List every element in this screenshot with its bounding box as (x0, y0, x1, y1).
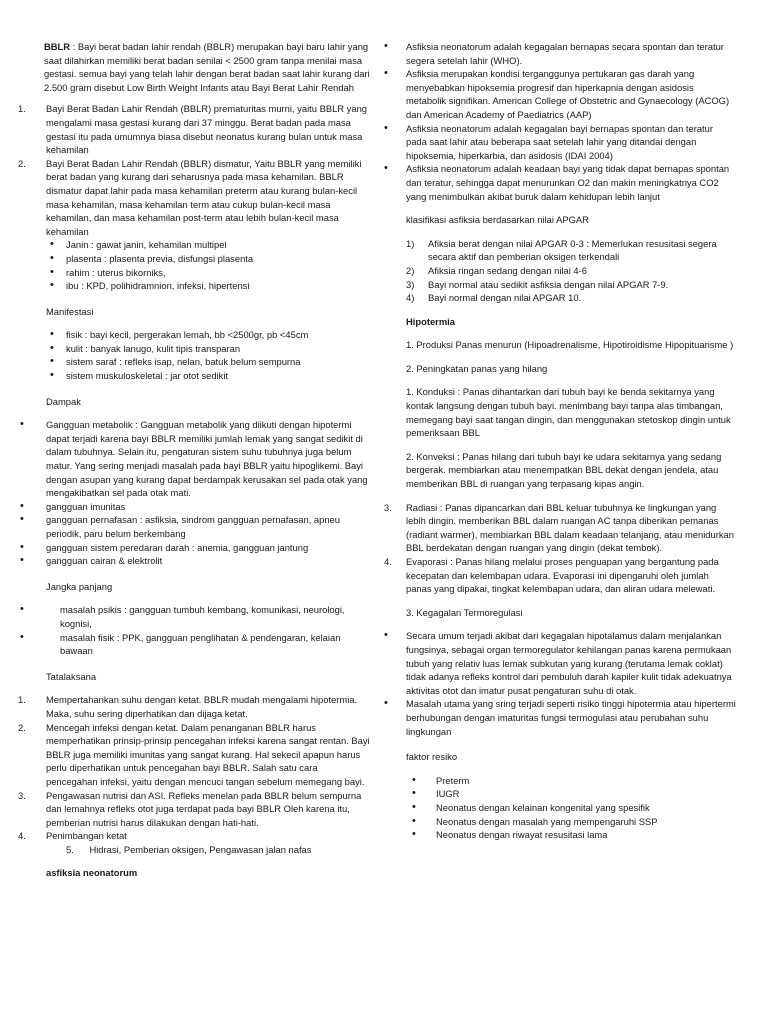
cause-item: • rahim : uterus bikorniks, (14, 266, 370, 280)
tatalaksana-item: 1. Mempertahankan suhu dengan ketat. BBLR mudah mengalami hipotermia. Maka, suhu sering diperhatikan dan dijaga ketat. (18, 694, 358, 719)
manifest-item: • fisik : bayi kecil, pergerakan lemah, bb <2500gr, pb <45cm (14, 328, 370, 342)
hipotermia-cause-3: 3. Kegagalan Termoregulasi (406, 606, 523, 618)
hipotermia-heading: Hipotermia (406, 315, 455, 327)
manifest-item: • sistem saraf : refleks isap, nelan, batuk belum sempurna (14, 355, 370, 369)
dampak-item: • Gangguan metabolik : Gangguan metabolik yang diikuti dengan hipotermi dapat terjadi karena bayi BBLR memiliki jumlah lemak yang sangat sedikit di dalam tubuhnya. Selain itu, pengaturan sistem suhu tubuhnya juga belum matur. Yang sering menjadi masalah pada bayi BBLR yaitu hipoglikemi. Bayi dengan asupan yang kurang dapat berdampak kerusakan sel pada otak yang mengakibatkan sel pada otak mati. (14, 418, 370, 500)
bblr-type-item: 2. Bayi Berat Badan Lahir Rendah (BBLR) dismatur, Yaitu BBLR yang memiliki berat badan yang kurang dari seharusnya pada masa kehamilan. BBLR dismatur dapat lahir pada masa kehamilan preterm atau kurang bulan-kecil masa kehamilan, masa kehamilan term atau cukup bulan-kecil masa kehamilan, dan masa kehamilan post-term atau lebih bulan-kecil masa kehamilan (18, 157, 362, 237)
asfiksia-definition: • Asfiksia merupakan kondisi terganggunya pertukaran gas darah yang menyebabkan hipoksemia progresif dan hiperkapnia dengan asidosis metabolik signifikan. American College of Obstetric and Gynaecology (ACOG) dan American Academy of Paediatrics (AAP) (384, 67, 736, 121)
tatalaksana-heading: Tatalaksana (46, 670, 97, 682)
manifestasi-heading: Manifestasi (46, 305, 94, 317)
konveksi-text: 2. Konveksi : Panas hilang dari tubuh bayi ke udara sekitarnya yang sedang bergerak. membiarkan atau menempatkan BBL dekat dengan jendela, atau memberikan BBL di ruangan yang terpasang kipas angin. (406, 450, 722, 490)
bblr-definition (14, 40, 370, 94)
asfiksia-definition: • Asfiksia neonatorum adalah kegagalan bayi bernapas spontan dan teratur pada saat lahir atau beberapa saat setelah lahir yang ditandai dengan hipoksemia, hiperkarbia, dan asidosis (IDAI 2004) (384, 122, 736, 163)
risk-item: • Neonatus dengan riwayat resusitasi lama (384, 828, 736, 842)
tatalaksana-item: 2. Mencegah infeksi dengan ketat. Dalam penanganan BBLR harus memperhatikan prinsip-prinsip pencegahan infeksi karena sangat rentan. Bayi BBLR juga memiliki imunitas yang sangat kurang. Hal sekecil apapun harus perlu diperhatikan untuk pencegahan bayi BBLR. Salah satu cara pencegahan infeksi, yaitu dengan mencuci tangan sebelum memegang bayi. (18, 721, 370, 787)
jangka-panjang-heading: Jangka panjang (46, 580, 113, 592)
asfiksia-heading: asfiksia neonatorum (46, 867, 138, 879)
dampak-item: • gangguan sistem peredaran darah : anemia, gangguan jantung (14, 541, 370, 555)
bblr-definition-text: : Bayi berat badan lahir rendah (BBLR) merupakan bayi baru lahir yang saat dilahirkan memiliki berat badan senilai < 2500 gram tanpa menilai masa gestasi. semua bayi yang telah lahir dengan berat badan saat lahir kurang dari 2.500 gram disebut Low Birth Weight Infants atau Bayi Berat Lahir Rendah (44, 41, 370, 93)
thermo-item: • Masalah utama yang sring terjadi seperti risiko tinggi hipotermia atau hipertermi berhubungan dengan imaturitas fungsi termogulasi atau perubahan suhu lingkungan (384, 697, 736, 738)
tatalaksana-item: 4. Penimbangan ketat (18, 830, 127, 842)
asfiksia-definition: • Asfiksia neonatorum adalah keadaan bayi yang tidak dapat bernapas spontan dan teratur, sehingga dapat menurunkan O2 dan makin meningkatnya CO2 yang menimbulkan akibat buruk dalam kehidupan lebih lanjut (384, 162, 736, 203)
asfiksia-definition: • Asfiksia neonatorum adalah kegagalan bernapas secara spontan dan teratur segera setelah lahir (WHO). (384, 40, 736, 67)
tatalaksana-item-5: 5. Hidrasi, Pemberian oksigen, Pengawasan jalan nafas (66, 843, 312, 855)
hipotermia-cause-2: 2. Peningkatan panas yang hilang (406, 362, 548, 374)
heat-loss-item: 4. Evaporasi : Panas hilang melalui proses penguapan yang bergantung pada kecepatan dan kelembapan udara. Evaporasi ini dipengaruhi oleh jumlah panas yang dipakai, tingkat kelembapan udara, dan aliran udara melewati. (384, 556, 719, 595)
manifest-item: • kulit : banyak lanugo, kulit tipis transparan (14, 342, 370, 356)
jangka-item: • masalah psikis : gangguan tumbuh kembang, komunikasi, neurologi, kognisi, (14, 603, 370, 630)
left-column (14, 40, 370, 880)
cause-item: • plasenta : plasenta previa, disfungsi plasenta (14, 252, 370, 266)
dampak-heading: Dampak (46, 395, 81, 407)
apgar-item: 2) Afiksia ringan sedang dengan nilai 4-6 (406, 264, 587, 276)
bblr-type-item: 1. Bayi Berat Badan Lahir Rendah (BBLR) prematuritas murni, yaitu BBLR yang mengalami masa gestasi kurang dari 37 minggu. Berat badan pada masa gestasi itu pada umumnya biasa disebut neonatus kurang bulan untuk masa kehamilan (18, 103, 367, 156)
apgar-item: 3) Bayi normal atau sedikit asfiksia dengan nilai APGAR 7-9. (406, 278, 669, 290)
dampak-item: • gangguan cairan & elektrolit (14, 554, 370, 568)
apgar-item: 4) Bayi normal dengan nilai APGAR 10. (406, 292, 582, 304)
dampak-item: • gangguan imunitas (14, 500, 370, 514)
apgar-heading: klasifikasi asfiksia berdasarkan nilai APGAR (406, 214, 589, 226)
cause-item: • Janin : gawat janin, kehamilan multipel (14, 238, 370, 252)
right-column (384, 40, 736, 842)
faktor-resiko-heading: faktor resiko (406, 751, 458, 763)
risk-item: • IUGR (384, 787, 736, 801)
risk-item: • Preterm (384, 774, 736, 788)
thermo-item: • Secara umum terjadi akibat dari kegagalan hipotalamus dalam menjalankan fungsinya, sebagai organ termoregulator kehilangan panas karena permukaan tubuh yang relativ luas lemak subkutan yang kurang (terutama lemak coklat) tidak adanya refleks kontrol dari pembuluh darah kapiler kulit tidak adekuatnya aktivitas otot dan imatur pusat pengaturan suhu di otak. (384, 629, 736, 697)
apgar-item: 1) Afiksia berat dengan nilai APGAR 0-3 : Memerlukan resusitasi segera secara aktif dan pemberian oksigen terkendali (406, 237, 717, 263)
cause-item: • ibu : KPD, polihidramnion, infeksi, hipertensi (14, 279, 370, 293)
risk-item: • Neonatus dengan kelainan kongenital yang spesifik (384, 801, 736, 815)
risk-item: • Neonatus dengan masalah yang mempengaruhi SSP (384, 815, 736, 829)
bblr-term: BBLR (44, 41, 71, 52)
konduksi-text: 1. Konduksi : Panas dihantarkan dari tubuh bayi ke benda sekitarnya yang kontak langsung dengan tubuh bayi. menimbang bayi tanpa alas timbangan, memegang bayi saat tangan dingin, dan menggunakan stetoskop dingin untuk pemeriksaan BBL (406, 386, 731, 439)
tatalaksana-item: 3. Pengawasan nutrisi dan ASI. Refleks menelan pada BBLR belum sempurna dan lemahnya refleks otot juga terdapat pada bayi BBLR Oleh karena itu, pemberian nutrisi harus dilakukan dengan hati-hati. (18, 789, 362, 828)
manifest-item: • sistem muskuloskeletal : jar otot sedikit (14, 369, 370, 383)
dampak-item: • gangguan pernafasan : asfiksia, sindrom gangguan pernafasan, apneu periodik, paru belum berkembang (14, 513, 370, 540)
jangka-item: • masalah fisik : PPK, gangguan penglihatan & pendengaran, kelaian bawaan (14, 631, 370, 658)
hipotermia-cause-1: 1. Produksi Panas menurun (Hipoadrenalisme, Hipotiroidisme Hipopituarisme ) (406, 339, 734, 351)
heat-loss-item: 3. Radiasi : Panas dipancarkan dari BBL keluar tubuhnya ke lingkungan yang lebih dingin. memberikan BBL dalam ruangan AC tanpa diberikan pemanas (radiant warmer), membiarkan BBL dalam keadaan telanjang, atau menidurkan BBL berdekatan dengan ruangan yang dingin (dekat tembok). (384, 501, 734, 554)
